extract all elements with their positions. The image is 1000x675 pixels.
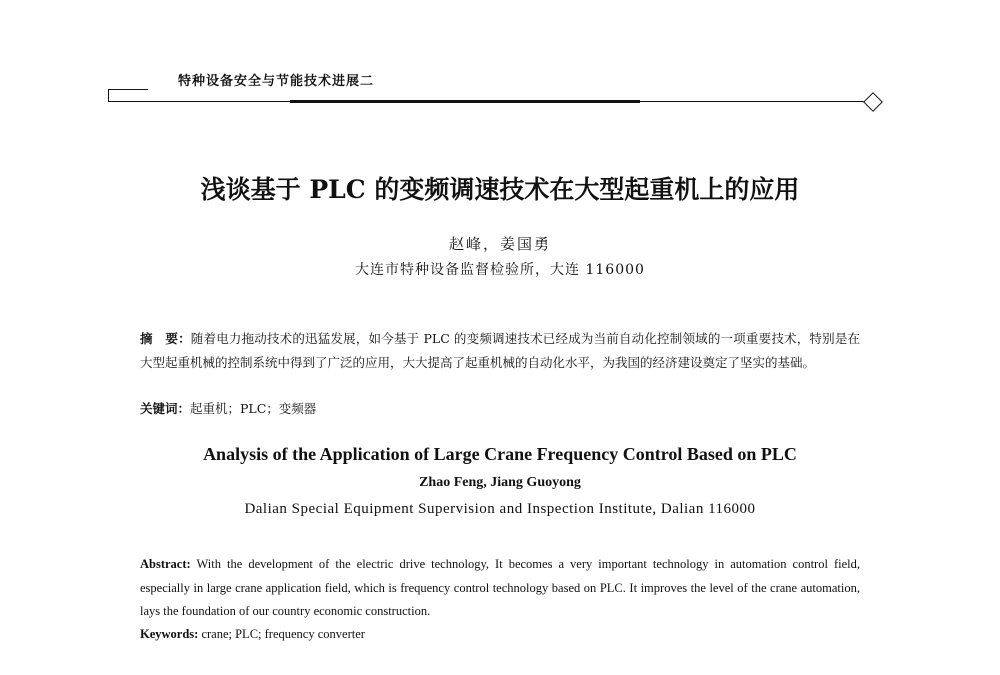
header-rule-tick [108, 89, 109, 101]
running-title: 特种设备安全与节能技术进展二 [178, 74, 375, 89]
affiliation-cn: 大连市特种设备监督检验所，大连 116000 [355, 262, 645, 278]
keywords-cn [140, 399, 316, 417]
affiliation-en: Dalian Special Equipment Supervision and Inspection Institute, Dalian 116000 [244, 501, 756, 517]
header-rule-short [108, 89, 148, 90]
keywords-text-en: crane; PLC; frequency converter [198, 627, 365, 641]
paper-title-cn: 浅谈基于 PLC 的变频调速技术在大型起重机上的应用 [200, 175, 800, 204]
abstract-cn [140, 327, 860, 375]
paper-title-en: Analysis of the Application of Large Crane Frequency Control Based on PLC [203, 444, 797, 464]
keywords-label-en: Keywords: [140, 627, 199, 641]
diamond-icon [863, 92, 883, 112]
abstract-text-en: With the development of the electric drive technology, It becomes a very important technology in automation control field, especially in large crane application field, which is frequency control technology based on PLC. It improves the level of the crane automation, lays the foundation of our country economic construction. [140, 557, 860, 618]
keywords-label-cn: 关键词： [140, 401, 191, 416]
authors-cn: 赵峰，姜国勇 [448, 235, 551, 253]
abstract-label-cn: 摘 要： [140, 331, 191, 346]
keywords-text-cn: 起重机；PLC；变频器 [190, 401, 317, 416]
authors-en: Zhao Feng, Jiang Guoyong [419, 475, 581, 490]
abstract-label-en: Abstract: [140, 557, 191, 571]
header-rule-bold [290, 100, 640, 103]
abstract-text-cn: 随着电力拖动技术的迅猛发展，如今基于 PLC 的变频调速技术已经成为当前自动化控制领域的一项重要技术，特别是在大型起重机械的控制系统中得到了广泛的应用，大大提高了起重机械的自动化水平，为我国的经济建设奠定了坚实的基础。 [140, 331, 860, 370]
keywords-en [140, 627, 365, 642]
abstract-en [140, 553, 860, 624]
